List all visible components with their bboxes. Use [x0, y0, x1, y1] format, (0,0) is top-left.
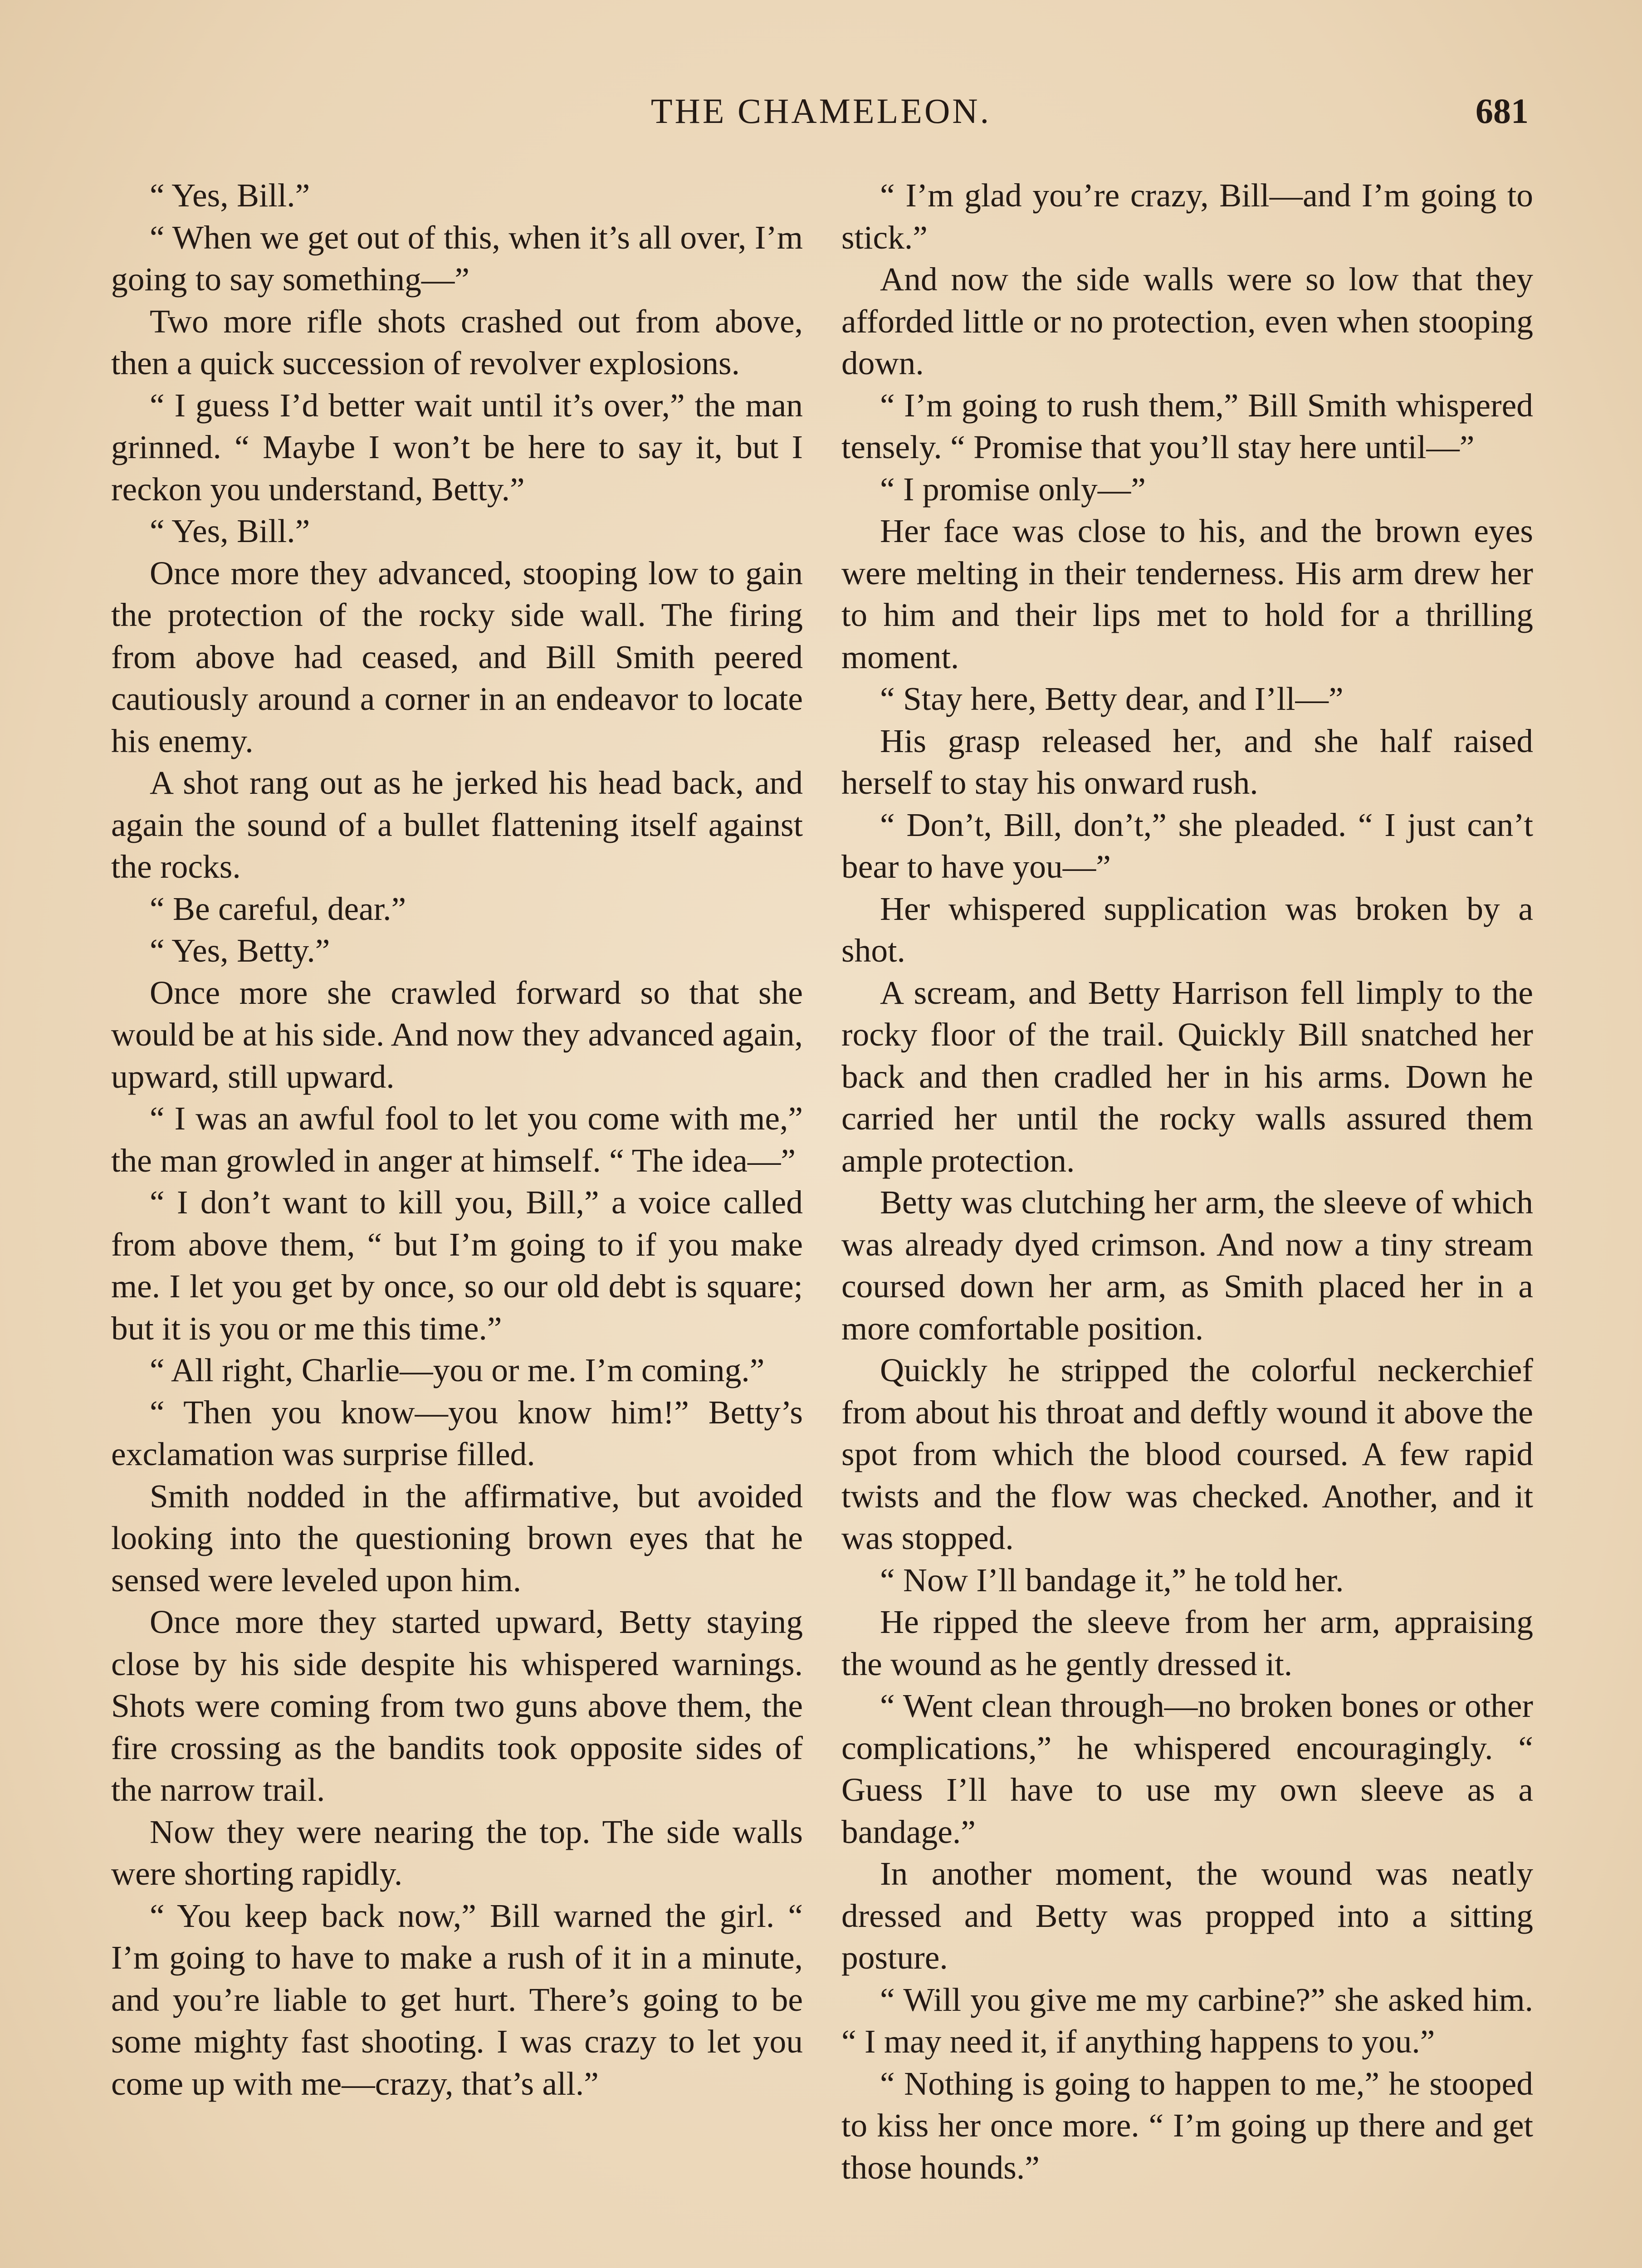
paragraph: “ Be careful, dear.” — [150, 890, 406, 927]
right-column — [841, 175, 1533, 2189]
paragraph: “ Yes, Bill.” — [150, 177, 310, 214]
paragraph: Quickly he stripped the colorful neckerchief from about his throat and deftly wound it above the spot from which the blood coursed. A few rapid twists and the flow was checked. Another, and it was stopped. — [841, 1352, 1533, 1556]
paragraph: “ Then you know—you know him!” Betty’s exclamation was surprise filled. — [111, 1393, 803, 1472]
paragraph: “ Nothing is going to happen to me,” he stooped to kiss her once more. “ I’m going up there and get those hounds.” — [841, 2065, 1533, 2186]
paragraph: “ I’m going to rush them,” Bill Smith whispered tensely. “ Promise that you’ll stay here until—” — [841, 386, 1533, 465]
paragraph: Her whispered supplication was broken by a shot. — [841, 890, 1533, 969]
paragraph: “ All right, Charlie—you or me. I’m coming.” — [150, 1352, 765, 1388]
paragraph: “ Yes, Betty.” — [150, 932, 330, 969]
paragraph: In another moment, the wound was neatly dressed and Betty was propped into a sitting posture. — [841, 1855, 1533, 1976]
page-number: 681 — [1476, 91, 1529, 131]
paragraph: “ Don’t, Bill, don’t,” she pleaded. “ I just can’t bear to have you—” — [841, 806, 1533, 885]
paragraph: His grasp released her, and she half raised herself to stay his onward rush. — [841, 722, 1533, 801]
paragraph: Two more rifle shots crashed out from above, then a quick succession of revolver explosions. — [111, 303, 803, 381]
paragraph: Betty was clutching her arm, the sleeve of which was already dyed crimson. And now a tiny stream coursed down her arm, as Smith placed her in a more comfortable position. — [841, 1184, 1533, 1347]
page-header — [113, 91, 1529, 141]
paragraph: A scream, and Betty Harrison fell limply to the rocky floor of the trail. Quickly Bill snatched her back and then cradled her in his arms. Down he carried her until the rocky walls assured them ample protection. — [841, 974, 1533, 1179]
paragraph: Her face was close to his, and the brown eyes were melting in their tenderness. His arm drew her to him and their lips met to hold for a thrilling moment. — [841, 513, 1533, 675]
paragraph: “ I guess I’d better wait until it’s over,” the man grinned. “ Maybe I won’t be here to say it, but I reckon you understand, Betty.” — [111, 386, 803, 508]
paragraph: “ You keep back now,” Bill warned the girl. “ I’m going to have to make a rush of it in a minute, and you’re liable to get hurt. There’s going to be some mighty fast shooting. I was crazy to let you come up with me—crazy, that’s all.” — [111, 1897, 803, 2102]
paragraph: “ I don’t want to kill you, Bill,” a voice called from above them, “ but I’m going to if you make me. I let you get by once, so our old debt is square; but it is you or me this time.” — [111, 1184, 803, 1347]
paragraph: “ Stay here, Betty dear, and I’ll—” — [880, 680, 1344, 717]
paragraph: “ Went clean through—no broken bones or other complications,” he whispered encouragingly. “ Guess I’ll have to use my own sleeve as a bandage.” — [841, 1687, 1533, 1850]
paragraph: A shot rang out as he jerked his head back, and again the sound of a bullet flattening itself against the rocks. — [111, 764, 803, 885]
paragraph: Once more they started upward, Betty staying close by his side despite his whispered warnings. Shots were coming from two guns above them, the fire crossing as the bandits took opposite sides of the narrow trail. — [111, 1603, 803, 1808]
paragraph: “ When we get out of this, when it’s all over, I’m going to say something—” — [111, 219, 803, 298]
paragraph: He ripped the sleeve from her arm, appraising the wound as he gently dressed it. — [841, 1603, 1533, 1682]
paragraph: “ I was an awful fool to let you come with me,” the man growled in anger at himself. “ The idea—” — [111, 1100, 803, 1179]
paragraph: Smith nodded in the affirmative, but avoided looking into the questioning brown eyes that he sensed were leveled upon him. — [111, 1477, 803, 1598]
paragraph: Now they were nearing the top. The side walls were shorting rapidly. — [111, 1813, 803, 1892]
paragraph: “ I’m glad you’re crazy, Bill—and I’m going to stick.” — [841, 177, 1533, 256]
paragraph: “ Yes, Bill.” — [150, 513, 310, 549]
paragraph: “ Will you give me my carbine?” she asked him. “ I may need it, if anything happens to you.” — [841, 1981, 1533, 2060]
paragraph: Once more she crawled forward so that she would be at his side. And now they advanced again, upward, still upward. — [111, 974, 803, 1095]
running-title: THE CHAMELEON. — [650, 91, 992, 131]
paragraph: Once more they advanced, stooping low to gain the protection of the rocky side wall. The firing from above had ceased, and Bill Smith peered cautiously around a corner in an endeavor to locate his enemy. — [111, 554, 803, 759]
paragraph: “ Now I’ll bandage it,” he told her. — [880, 1561, 1344, 1598]
paragraph: “ I promise only—” — [880, 470, 1146, 508]
left-column — [111, 175, 803, 2105]
paragraph: And now the side walls were so low that they afforded little or no protection, even when stooping down. — [841, 261, 1533, 381]
